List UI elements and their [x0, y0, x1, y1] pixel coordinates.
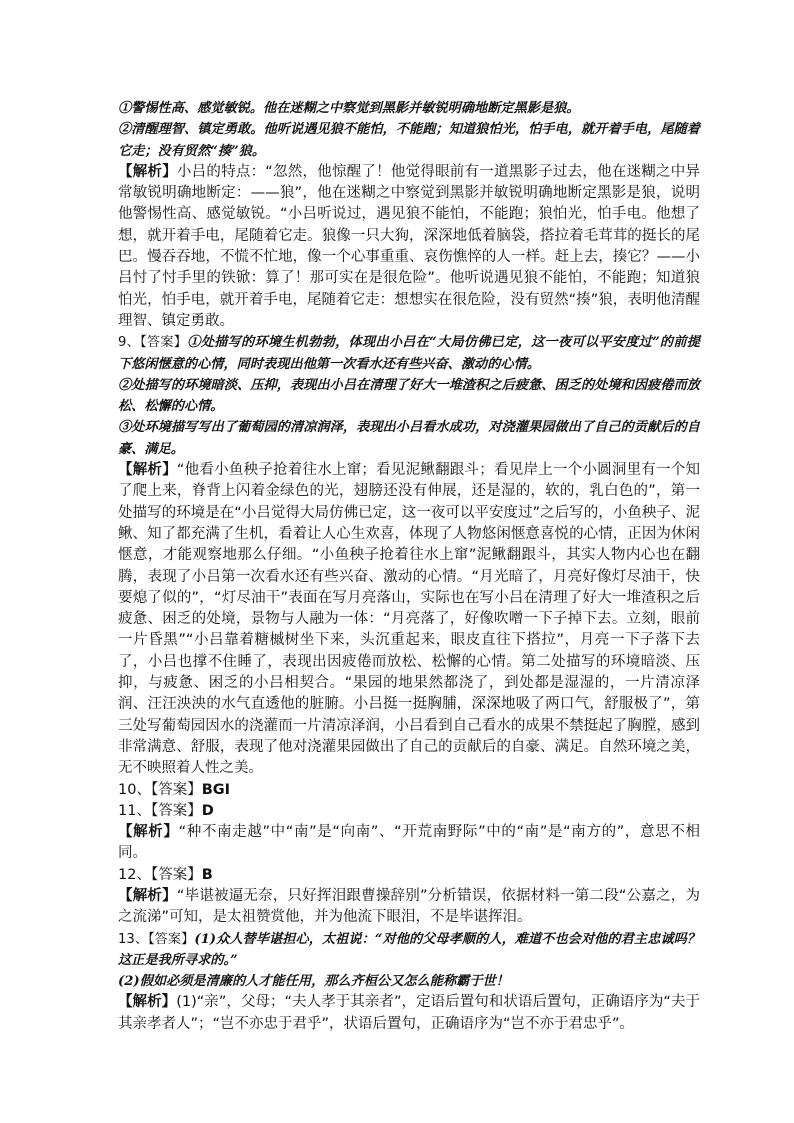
answer-line: [118, 780, 700, 801]
answer-text: ①处描写的环境生机勃勃，体现出小吕在“大局仿佛已定，这一夜可以平安度过”的前提下悠闲惬意的心情，同时表现出他第一次看水还有些兴奋、激动的心情。: [118, 335, 700, 372]
analysis-text: (1)“亲”，父母；“夫人孝于其亲者”，定语后置句和状语后置句，正确语序为“夫于其亲孝者人”；“岂不亦忠于君乎”，状语后置句，正确语序为“岂不亦于君忠乎”。: [118, 994, 700, 1032]
answer-line: [118, 929, 700, 972]
analysis-tag: 【解析】: [118, 994, 177, 1011]
analysis-tag: 【解析】: [118, 824, 179, 841]
analysis-tag: 【解析】: [118, 462, 177, 479]
analysis-paragraph: [118, 992, 700, 1035]
question-number: 11、【答案】: [118, 802, 202, 819]
answer-line: ②清醒理智、镇定勇敢。他听说遇见狼不能怕，不能跑；知道狼怕光，怕手电，就开着手电，尾随着它走；没有贸然“揍”狼。: [118, 122, 700, 159]
analysis-text: “种不南走越”中“南”是“向南”、“开荒南野际”中的“南”是“南方的”，意思不相同。: [118, 824, 700, 862]
question-number: 9、【答案】: [118, 335, 188, 351]
analysis-paragraph: [118, 460, 700, 779]
answer-line: [118, 332, 700, 375]
question-number: 10、【答案】: [118, 781, 202, 798]
answer-page: [118, 98, 700, 1035]
answer-line: [118, 801, 700, 822]
analysis-tag: 【解析】: [118, 887, 177, 904]
answer-line: [118, 865, 700, 886]
answer-text: D: [201, 802, 214, 819]
answer-text: BGI: [201, 781, 231, 798]
answer-text: (1)众人替毕谌担心，太祖说：“对他的父母孝顺的人，难道不也会对他的君主忠诚吗？这正是我所寻求的。”: [118, 931, 700, 968]
answer-line: ①警惕性高、感觉敏锐。他在迷糊之中察觉到黑影并敏锐明确地断定黑影是狼。: [118, 101, 580, 116]
analysis-paragraph: [118, 886, 700, 929]
answer-line: ②处描写的环境暗淡、压抑，表现出小吕在清理了好大一堆渣积之后疲惫、困乏的处境和因疲倦而放松、松懈的心情。: [118, 377, 700, 415]
analysis-text: “他看小鱼秧子抢着往水上窜；看见泥鳅翻跟斗；看见岸上一个小圆洞里有一个知了爬上来，脊背上闪着金绿色的光，翅膀还没有伸展，还是湿的，软的，乳白色的”，第一处描写的环境是在“小吕觉得大局仿佛已定，这一夜可以平安度过”之后写的，小鱼秧子、泥鳅、知了都充满了生机，看着让人心生欢喜，体现了人物悠闲惬意喜悦的心情，正因为休闲惬意，才能观察地那么仔细。“小鱼秧子抢着往水上窜”泥鳅翻跟斗，其实人物内心也在翻腾，表现了小吕第一次看水还有些兴奋、激动的心情。“月光暗了，月亮好像灯尽油干，快要熄了似的”，“灯尽油干”表面在写月亮落山，实际也在写小吕在清理了好大一堆渣积之后疲惫、困乏的处境，景物与人融为一体：“月亮落了，好像吹噌一下子掉下去。立刻，眼前一片昏黑”“小吕靠着糖槭树坐下来，头沉重起来，眼皮直往下搭拉”，月亮一下子落下去了，小吕也撑不住睡了，表现出因疲倦而放松、松懈的心情。第二处描写的环境暗淡、压抑，与疲惫、困乏的小吕相契合。“果园的地果然都浇了，到处都是湿湿的，一片清凉泽润、汪汪泱泱的水气直透他的脏腑。小吕挺一挺胸脯，深深地吸了两口气，舒服极了”，第三处写葡萄园因水的浇灌而一片清凉泽润，小吕看到自己看水的成果不禁挺起了胸膛，感到非常满意、舒服，表现了他对浇灌果园做出了自己的贡献后的自豪、满足。自然环境之美，无不映照着人性之美。: [118, 462, 700, 777]
answer-line: (2)假如必须是清廉的人才能任用，那么齐桓公又怎么能称霸于世！: [118, 974, 509, 990]
answer-line: ③处环境描写写出了葡萄园的清凉润泽，表现出小吕看水成功，对浇灌果园做出了自己的贡献后的自豪、满足。: [118, 420, 700, 457]
analysis-paragraph: [118, 822, 700, 865]
analysis-paragraph: [118, 162, 700, 332]
answer-text: B: [201, 866, 213, 883]
analysis-text: 小吕的特点：“忽然，他惊醒了！他觉得眼前有一道黑影子过去，他在迷糊之中异常敏锐明确地断定：——狼”，他在迷糊之中察觉到黑影并敏锐明确地断定黑影是狼，说明他警惕性高、感觉敏锐。“小吕听说过，遇见狼不能怕，不能跑；狼怕光，怕手电。他想了想，就开着手电，尾随着它走。狼像一只大狗，深深地低着脑袋，搭拉着毛茸茸的挺长的尾巴。慢吞吞地，不慌不忙地，像一个心事重重、哀伤憔悴的人一样。赶上去，揍它？——小吕忖了忖手里的铁锨：算了！那可实在是很危险”。他听说遇见狼不能怕，不能跑；知道狼怕光，怕手电，就开着手电，尾随着它走：想想实在很危险，没有贸然“揍”狼，表明他清醒理智、镇定勇敢。: [118, 163, 700, 329]
question-number: 12、【答案】: [118, 866, 202, 883]
analysis-text: “毕谌被逼无奈，只好挥泪跟曹操辞别”分析错误，依据材料一第二段“公嘉之，为之流涕”可知，是太祖赞赏他，并为他流下眼泪，不是毕谌挥泪。: [118, 887, 700, 926]
question-number: 13、【答案】: [118, 931, 195, 947]
analysis-tag: 【解析】: [118, 163, 177, 180]
